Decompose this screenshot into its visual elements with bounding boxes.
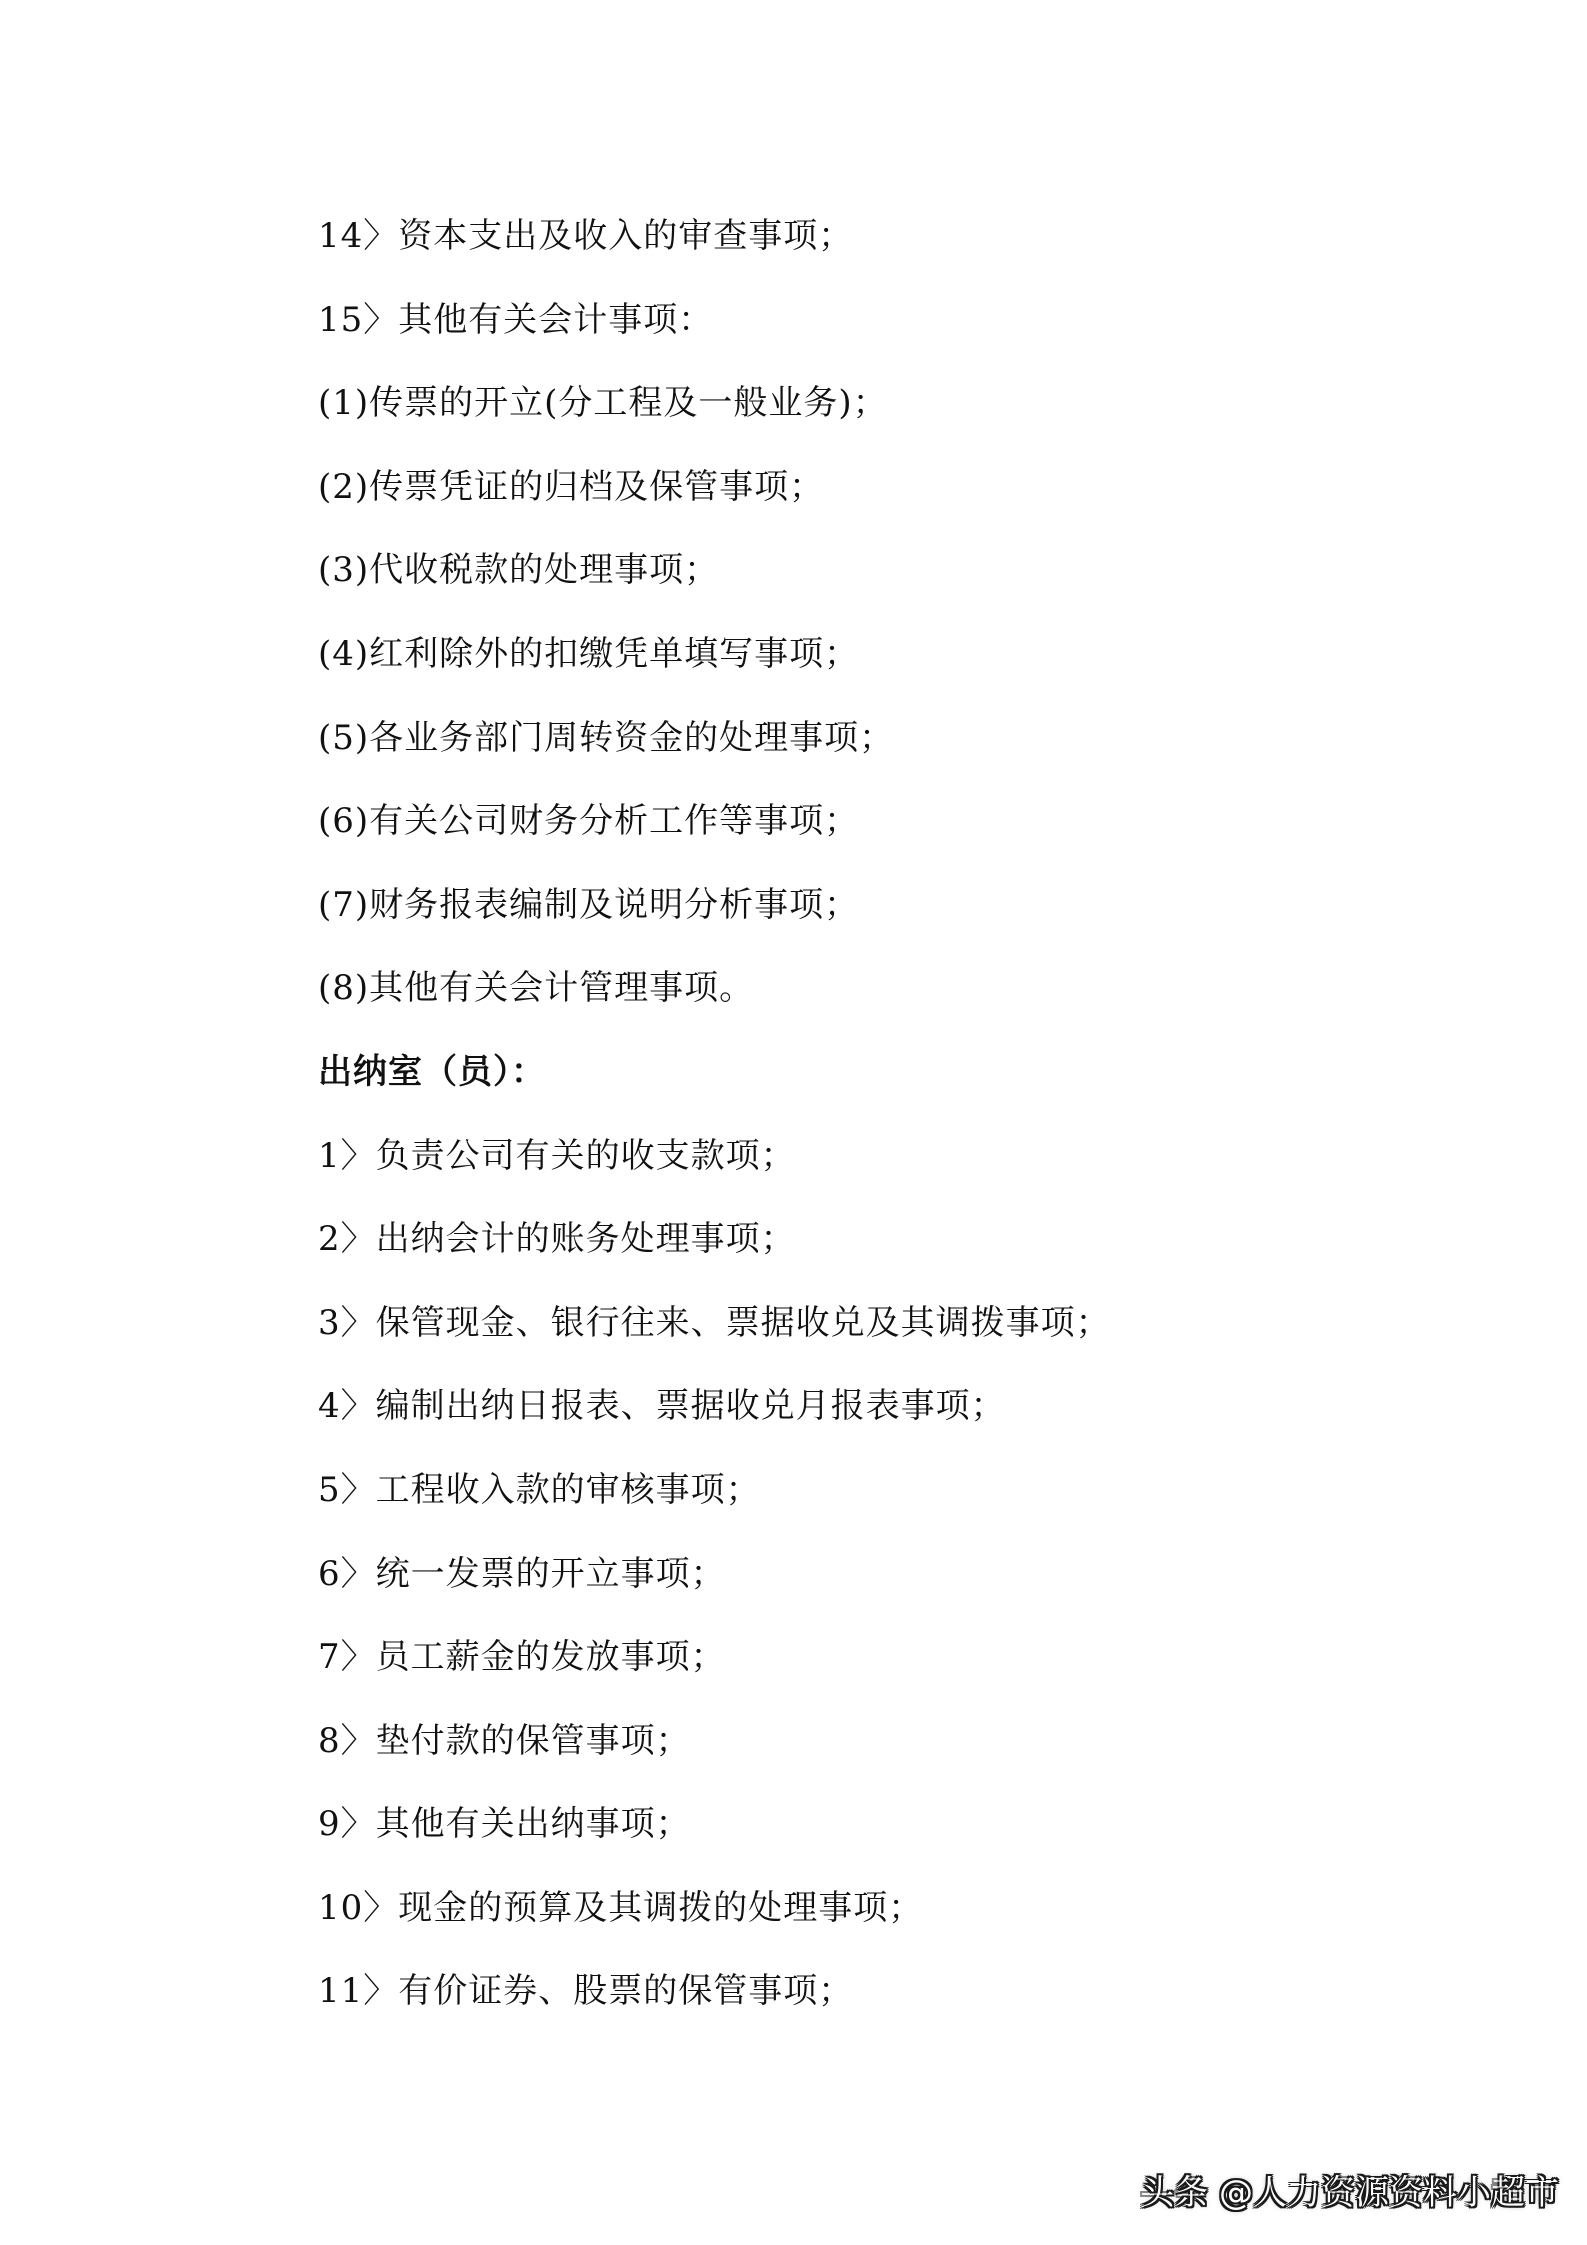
doc-line: (1)传票的开立(分工程及一般业务)；	[318, 383, 888, 424]
doc-line: (2)传票凭证的归档及保管事项；	[318, 466, 825, 507]
document-body	[318, 208, 1318, 2047]
doc-line: 8〉垫付款的保管事项；	[318, 1720, 691, 1761]
doc-line: 1〉负责公司有关的收支款项；	[318, 1135, 796, 1176]
doc-line: 7〉员工薪金的发放事项；	[318, 1637, 726, 1678]
doc-line: 4〉编制出纳日报表、票据收兑月报表事项；	[318, 1386, 1006, 1427]
section-heading: 出纳室（员）：	[318, 1051, 546, 1092]
doc-line: 6〉统一发票的开立事项；	[318, 1553, 726, 1594]
doc-line: 14〉资本支出及收入的审查事项；	[318, 216, 854, 256]
watermark: 头条 @人力资源资料小超市	[1140, 2173, 1559, 2213]
doc-line: 5〉工程收入款的审核事项；	[318, 1469, 761, 1510]
doc-line: 10〉现金的预算及其调拨的处理事项；	[318, 1887, 924, 1928]
doc-line: (6)有关公司财务分析工作等事项；	[318, 801, 860, 842]
doc-line: (8)其他有关会计管理事项。	[318, 968, 755, 1009]
doc-line: (4)红利除外的扣缴凭单填写事项；	[318, 633, 860, 674]
doc-line: 15〉其他有关会计事项：	[318, 299, 714, 340]
doc-line: 11〉有价证券、股票的保管事项；	[318, 1971, 854, 2012]
doc-line: 3〉保管现金、银行往来、票据收兑及其调拨事项；	[318, 1302, 1111, 1343]
doc-line: (5)各业务部门周转资金的处理事项；	[318, 717, 895, 758]
doc-line: (7)财务报表编制及说明分析事项；	[318, 884, 860, 925]
doc-line: 9〉其他有关出纳事项；	[318, 1804, 691, 1845]
doc-line: 2〉出纳会计的账务处理事项；	[318, 1219, 796, 1260]
doc-line: (3)代收税款的处理事项；	[318, 550, 720, 591]
